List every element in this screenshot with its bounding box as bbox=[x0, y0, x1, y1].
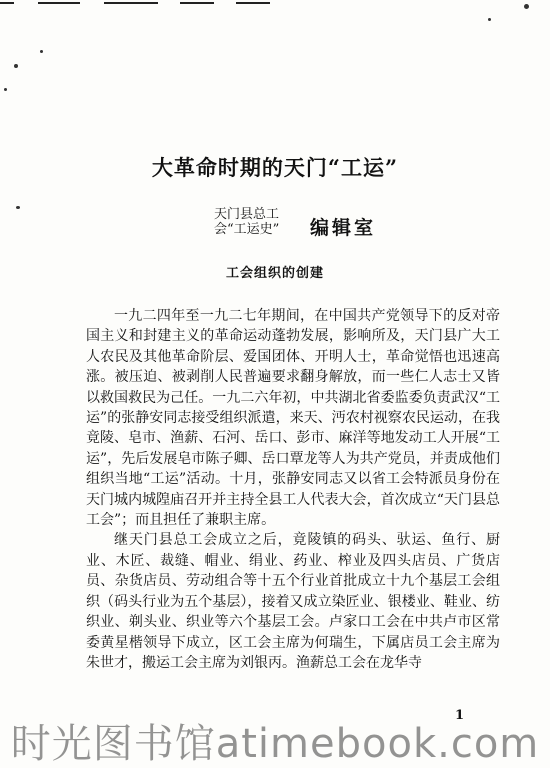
scan-mark bbox=[104, 2, 158, 4]
paragraph: 一九二四年至一九二七年期间，在中国共产党领导下的反对帝国主义和封建主义的革命运动蓬勃发展，影响所及，天门县广大工人农民及其他革命阶层、爱国团体、开明人士，革命觉悟也迅速高涨。被压迫、被剥削人民普遍要求翻身解放，而一些仁人志士又皆以救国救民为己任。一九二六年初，中共湖北省委监委负责武汉“工运”的张静安同志接受组织派遣，来天、沔农村视察农民运动，在我竟陵、皂市、渔薪、石河、岳口、彭市、麻洋等地发动工人开展“工运”，先后发展皂市陈子卿、岳口覃龙等人为共产党员，并责成他们组织当地“工运”活动。十月，张静安同志又以省工会特派员身份在天门城内城隍庙召开并主持全县工人代表大会，首次成立“天门县总工会”；而且担任了兼职主席。 bbox=[86, 308, 500, 529]
scan-speck bbox=[14, 64, 18, 68]
scan-marks bbox=[0, 0, 550, 30]
byline-office: 编辑室 bbox=[310, 217, 377, 239]
byline-org-line: 天门县总工 bbox=[214, 207, 280, 222]
byline-org bbox=[214, 207, 299, 237]
scan-speck bbox=[40, 50, 43, 53]
byline-org-line: 会“工运史” bbox=[214, 222, 280, 237]
page-number: 1 bbox=[455, 708, 465, 723]
scan-speck bbox=[488, 18, 491, 21]
watermark-text: 时光图书馆atimebook.com bbox=[10, 720, 540, 767]
scan-mark bbox=[38, 2, 80, 4]
scan-mark bbox=[0, 2, 14, 4]
byline bbox=[214, 207, 414, 243]
watermark bbox=[0, 712, 550, 768]
scan-mark bbox=[180, 2, 214, 4]
document-title: 大革命时期的天门“工运” bbox=[151, 155, 399, 180]
section-heading: 工会组织的创建 bbox=[225, 266, 324, 281]
scan-mark bbox=[236, 2, 270, 4]
scan-speck bbox=[4, 88, 7, 91]
body-text bbox=[86, 306, 500, 673]
scan-speck bbox=[524, 4, 529, 9]
scan-speck bbox=[16, 206, 20, 209]
paragraph: 继天门县总工会成立之后，竟陵镇的码头、驮运、鱼行、厨业、木匠、裁缝、帽业、绢业、药业、榨业及四头店员、广货店员、杂货店员、劳动组合等十五个行业首批成立十九个基层工会组织（码头行业为五个基层），接着又成立染匠业、银楼业、鞋业、纺织业、剃头业、织业等六个基层工会。卢家口工会在中共卢市区常委黄星楷领导下成立，区工会主席为何瑞生，下属店员工会主席为朱世才，搬运工会主席为刘银丙。渔薪总工会在龙华寺 bbox=[86, 532, 500, 671]
